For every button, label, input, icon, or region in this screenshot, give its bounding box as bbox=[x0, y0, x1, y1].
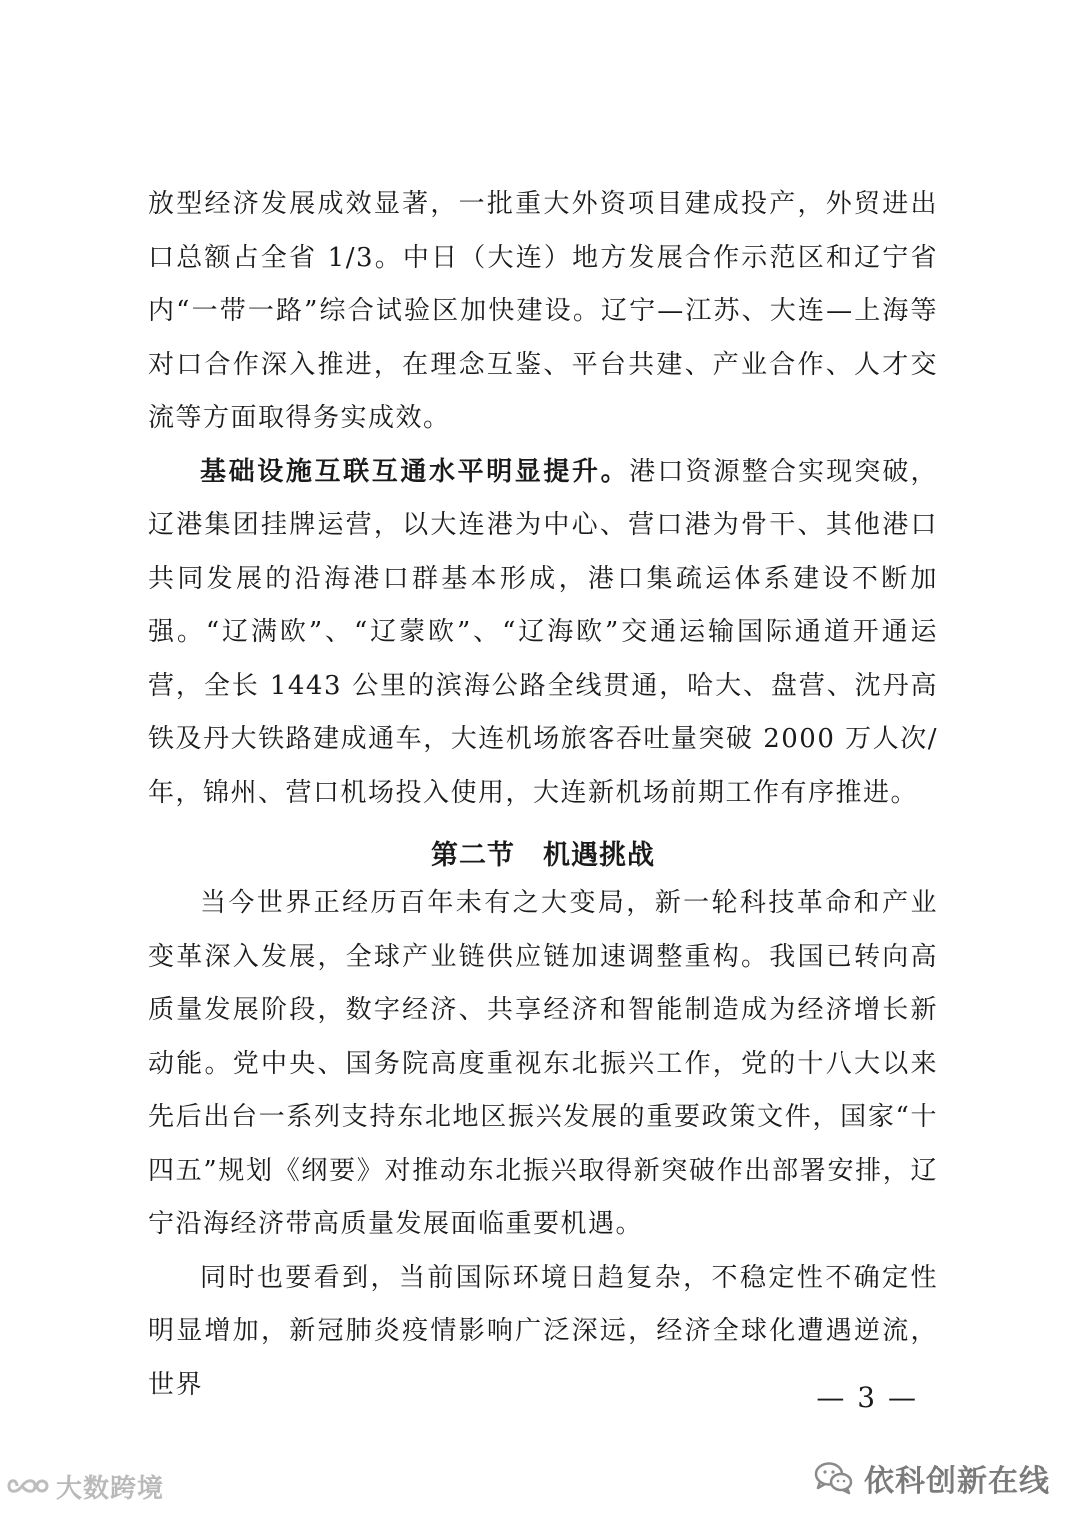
section-heading: 第二节 机遇挑战 bbox=[431, 840, 655, 871]
watermark-right-text: 依科创新在线 bbox=[864, 1464, 1050, 1499]
watermark-left bbox=[6, 1456, 164, 1516]
upper-text-block bbox=[148, 178, 938, 820]
paragraph-infrastructure bbox=[148, 446, 938, 821]
watermark-left-text: 大数跨境 bbox=[56, 1473, 165, 1504]
lower-text-block bbox=[148, 877, 938, 1412]
paragraph-opening-economy: 放型经济发展成效显著，一批重大外资项目建成投产，外贸进出口总额占全省 1/3。中日（大连）地方发展合作示范区和辽宁省内“一带一路”综合试验区加快建设。辽宁—江苏、大连—上海等对口合作深入推进，在理念互鉴、平台共建、产业合作、人才交流等方面取得务实成效。 bbox=[148, 189, 938, 433]
paragraph-lead-infrastructure: 基础设施互联互通水平明显提升。 bbox=[200, 456, 630, 487]
wechat-icon bbox=[814, 1461, 854, 1495]
watermark-right bbox=[814, 1448, 1050, 1508]
infinity-logo-icon bbox=[6, 1473, 50, 1499]
paragraph-challenges: 同时也要看到，当前国际环境日趋复杂，不稳定性不确定性明显增加，新冠肺炎疫情影响广泛深远，经济全球化遭遇逆流，世界 bbox=[148, 1262, 938, 1400]
paragraph-body-infrastructure: 港口资源整合实现突破，辽港集团挂牌运营，以大连港为中心、营口港为骨干、其他港口共同发展的沿海港口群基本形成，港口集疏运体系建设不断加强。“辽满欧”、“辽蒙欧”、“辽海欧”交通运输国际通道开通运营，全长 1443 公里的滨海公路全线贯通，哈大、盘营、沈丹高铁及丹大铁路建成通车，大连机场旅客吞吐量突破 2000 万人次/年，锦州、营口机场投入使用，大连新机场前期工作有序推进。 bbox=[148, 456, 938, 808]
page-number: — 3 — bbox=[816, 1381, 918, 1414]
paragraph-opportunities: 当今世界正经历百年未有之大变局，新一轮科技革命和产业变革深入发展，全球产业链供应链加速调整重构。我国已转向高质量发展阶段，数字经济、共享经济和智能制造成为经济增长新动能。党中央、国务院高度重视东北振兴工作，党的十八大以来先后出台一系列支持东北地区振兴发展的重要政策文件，国家“十四五”规划《纲要》对推动东北振兴取得新突破作出部署安排，辽宁沿海经济带高质量发展面临重要机遇。 bbox=[148, 888, 938, 1239]
